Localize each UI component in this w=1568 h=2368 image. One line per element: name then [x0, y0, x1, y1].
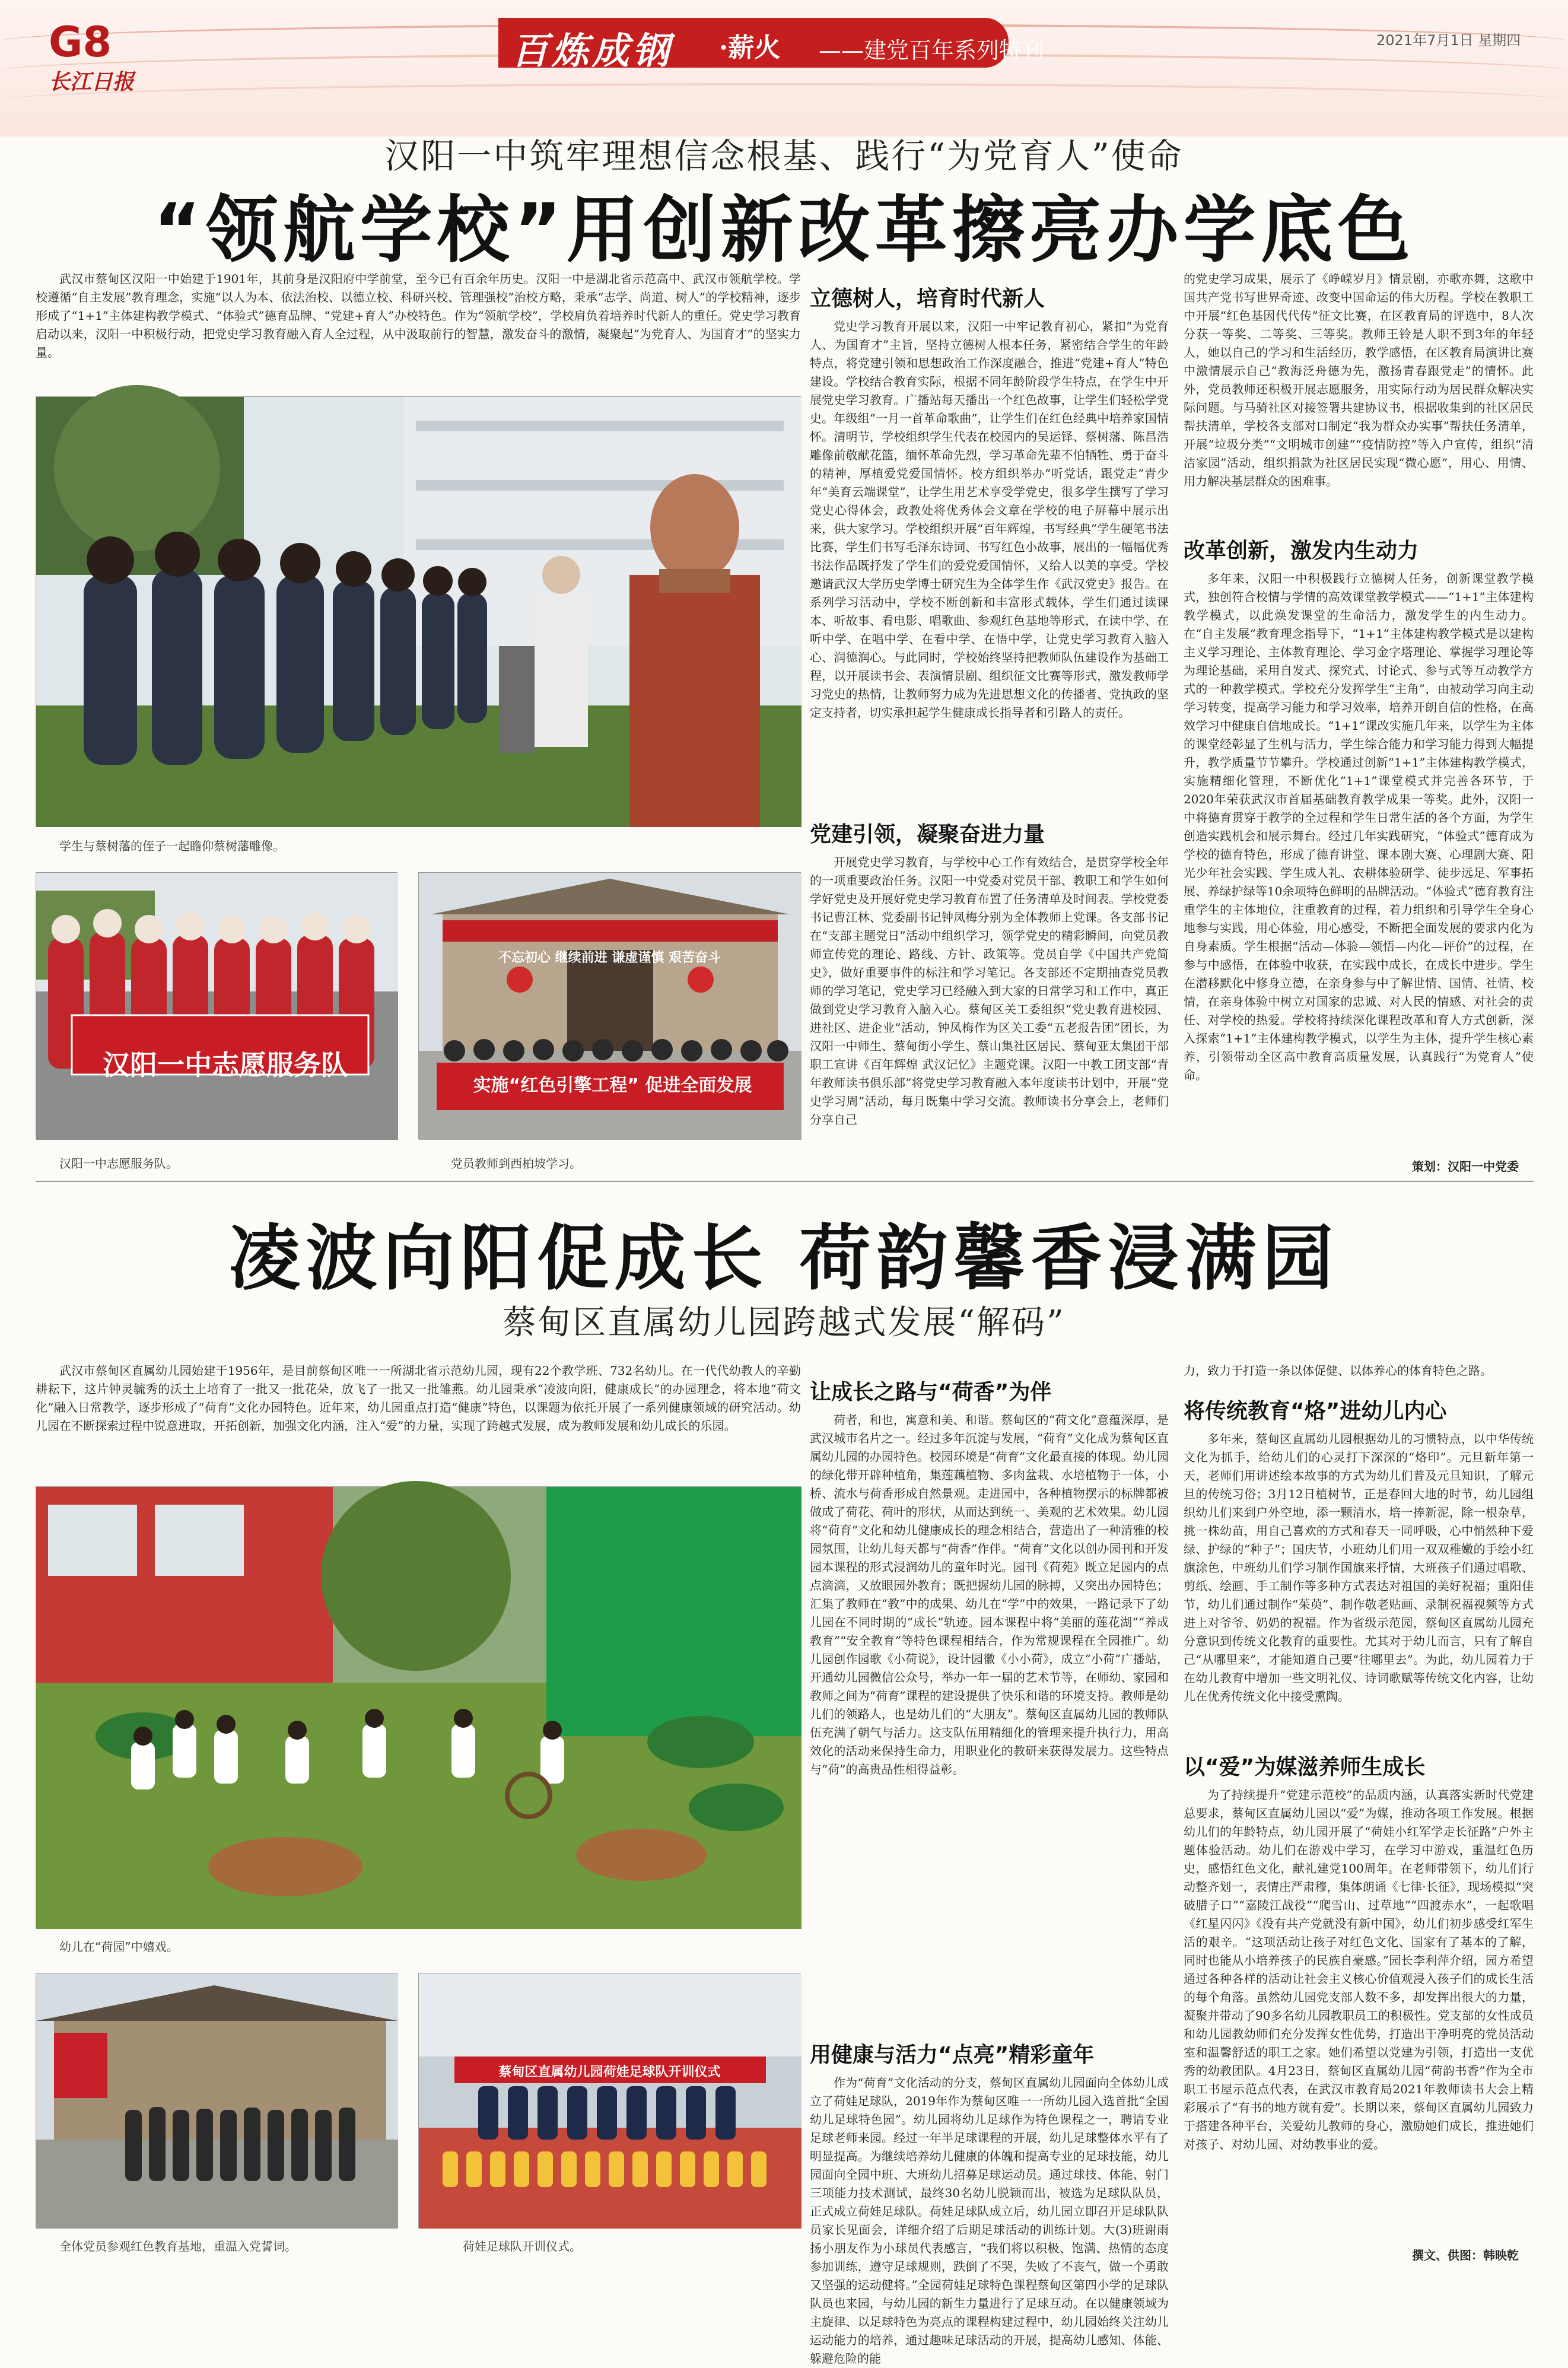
photo-caption-volunteers: 汉阳一中志愿服务队。	[59, 1156, 178, 1171]
xibaipo-banner-text: 实施“红色引擎工程” 促进全面发展	[473, 1075, 752, 1096]
article1-section2-heading: 党建引领，凝聚奋进力量	[810, 822, 1045, 847]
newspaper-logo: 长江日报	[49, 69, 135, 94]
photo-caption-xibaipo: 党员教师到西柏坡学习。	[451, 1156, 581, 1171]
photo-football-team	[418, 1973, 801, 2228]
series-title: 百炼成钢	[511, 29, 673, 72]
photo-football-team-art	[419, 1973, 802, 2229]
article1-section1-heading: 立德树人，培育时代新人	[810, 287, 1045, 311]
article2-section2-text: 作为“荷育”文化活动的分支，蔡甸区直属幼儿园面向全体幼儿成立了荷娃足球队，2019年作为蔡甸区唯一一所幼儿园入选首批“全国幼儿足球特色园”。幼儿园将幼儿足球作为特色课程之一，聘请专业足球老师来园。经过一年半足球课程的开展，幼儿足球整体水平有了明显提高。为继续培养幼儿健康的体魄和提高专业的足球技能，幼儿园面向全园中班、大班幼儿招募足球运动员。通过球技、体能、射门三项能力技术测试，最终30名幼儿脱颖而出，被选为足球队队员，正式成立荷娃足球队。荷娃足球队成立后，幼儿园立即召开足球队队员家长见面会，详细介绍了后期足球活动的训练计划。大(3)班谢雨扬小朋友作为小球员代表感言，“我们将以积极、饱满、热情的态度参加训练，遵守足球规则，跌倒了不哭，失败了不丧气，做一个勇敢又坚强的运动健将。”全园荷娃足球特色课程蔡甸区第四小学的足球队队员也来园，与幼儿园的新生力量进行了足球互动。在以健康领域为主旋律、以足球特色为亮点的课程构建过程中，幼儿园始终关注幼儿运动能力的培养，通过趣味足球活动的开展，提高幼儿感知、体能、躲避危险的能	[810, 2075, 1169, 2366]
volunteer-banner-text: 汉阳一中志愿服务队	[103, 1049, 348, 1081]
issue-date: 2021年7月1日 星期四	[1376, 32, 1521, 49]
article2-section1-heading: 让成长之路与“荷香”为伴	[810, 1380, 1052, 1404]
photo-party-members	[36, 1973, 397, 2228]
photo-volunteers-art	[36, 873, 398, 1140]
article2-section4-text: 为了持续提升“党建示范校”的品质内涵，认真落实新时代党建总要求，蔡甸区直属幼儿园以“爱”为媒，推动各项工作发展。根据幼儿们的年龄特点，幼儿园开展了“荷娃小红军学走长征路”户外主题体验活动。幼儿们在游戏中学习，在学习中游戏，重温红色历史，感悟红色文化，献礼建党100周年。在老师带领下，幼儿们行动整齐划一，表情庄严肃穆，集体朗诵《七律·长征》，现场模拟“突破腊子口”“嘉陵江战役”“爬雪山、过草地”“四渡赤水”，一起歌唱《红星闪闪》《没有共产党就没有新中国》，幼儿们初步感受红军生活的艰辛。“这项活动让孩子对红色文化、国家有了基本的了解，同时也能从小培养孩子的民族自豪感。”园长李利萍介绍，园方希望通过各种各样的活动让社会主义核心价值观浸入孩子们的成长生活的每个角落。虽然幼儿园党支部人数不多，却发挥出很大的力量，凝聚并带动了90多名幼儿园教职员工的积极性。党支部的女性成员和幼儿园教幼师们充分发挥女性优势，打造出干净明亮的党员活动室和温馨舒适的职工之家。她们希望以党建为引领，打造出一支优秀的幼教团队。4月23日，蔡甸区直属幼儿园“荷韵书香”作为全市职工书屋示范点代表，在武汉市教育局2021年教师读书大会上精彩展示了“有书的地方就有爱”。长期以来，蔡甸区直属幼儿园致力于搭建各种平台，关爱幼儿教师的身心，激励她们成长，推进她们对孩子、对幼儿园、对幼教事业的爱。	[1184, 1788, 1534, 2151]
article2-lead: 武汉市蔡甸区直属幼儿园始建于1956年，是目前蔡甸区唯一一所湖北省示范幼儿园，现有22个教学班、732名幼儿。在一代代幼教人的辛勤耕耘下，这片钟灵毓秀的沃土上培育了一批又一批花朵，放飞了一批又一批雏燕。幼儿园秉承“凌波向阳，健康成长”的办园理念，将本地“荷文化”融入日常教学，逐步形成了“荷育”文化办园特色。近年来，幼儿园重点打造“健康”特色，以课题为依托开展了一系列健康领域的研究活动。幼儿园在不断探索过程中锐意进取，开拓创新，加强文化内涵，注入“爱”的力量，实现了跨越式发展，成为教师发展和幼儿成长的乐园。	[36, 1363, 801, 1433]
photo-volunteers	[36, 872, 397, 1139]
article2-subtitle: 蔡甸区直属幼儿园跨越式发展“解码”	[502, 1304, 1066, 1342]
article2-section2-heading: 用健康与活力“点亮”精彩童年	[810, 2043, 1095, 2067]
article1-title: “领航学校”用创新改革擦亮办学底色	[153, 188, 1415, 272]
photo-lotus-garden-art	[36, 1487, 802, 1929]
article1-section3-text: 多年来，汉阳一中积极践行立德树人任务，创新课堂教学模式，独创符合校情与学情的高效课堂教学模式——“1+1”主体建构教学模式，以此焕发课堂的生命活力，激发学生的内生动力。在“自主发展”教育理念指导下，“1+1”主体建构教学模式是以建构主义学习理论、主体教育理论、学习金字塔理论、掌握学习理论等为理论基础，采用自发式、探究式、讨论式、参与式等互动教学方式的一种教学模式。学校充分发挥学生“主角”，由被动学习向主动学习转变，提高学习能力和学习效率，培养开朗自信的性格，在高效学习中健康自信地成长。“1+1”课改实施几年来，以学生为主体的课堂经彰显了生机与活力，学生综合能力和学习能力得到大幅提升，教学质量节节攀升。学校通过创新“1+1”主体建构教学模式，实施精细化管理，不断优化“1+1”课堂模式并完善各环节，于2020年荣获武汉市首届基础教育教学成果一等奖。此外，汉阳一中将德育贯穿于教学的全过程和学生日常生活的各个方面，为学生创造实践机会和展示舞台。经过几年实践研究，“体验式”德育成为学校的德育特色，形成了德育讲堂、课本剧大赛、心理剧大赛、阳光少年社会实践、学生成人礼、农耕体验研学、徒步远足、军事拓展、养绿护绿等10余项特色鲜明的品牌活动。“体验式”德育教育注重学生的主体地位，注重教育的过程，着力组织和引导学生全身心地参与实践，用心体验，用心感受，不断把全面发展的要求内化为自身素质。学生根据“活动—体验—领悟—内化—评价”的过程，在参与中感悟，在体验中收获，在实践中成长，在成长中进步。学生在潜移默化中修身立德，在亲身参与中了解世情、国情、社情、校情，在亲身体验中树立对国家的忠诚、对人民的情感、对社会的责任、对学校的热爱。学校将持续深化课程改革和育人方式创新，深入探索“1+1”主体建构教学模式，以学生为主体，提升学生核心素养，引领带动全区高中教育高质量发展，认真践行“为党育人”使命。	[1184, 571, 1534, 1082]
article2-section3-heading: 将传统教育“烙”进幼儿内心	[1184, 1399, 1447, 1423]
article2-section4-heading: 以“爱”为媒滋养师生成长	[1184, 1755, 1426, 1779]
photo-lotus-garden	[36, 1486, 801, 1928]
photo-statue-visit-art	[36, 397, 802, 827]
photo-statue-visit	[36, 396, 801, 827]
masthead-decor	[0, 83, 1568, 119]
article1-subtitle: 汉阳一中筑牢理想信念根基、践行“为党育人”使命	[384, 136, 1184, 176]
photo-party-members-art	[36, 1973, 398, 2229]
article2-section1-text: 荷者，和也，寓意和美、和谐。蔡甸区的“荷文化”意蕴深厚，是武汉城市名片之一。经过多年沉淀与发展，“荷育”文化成为蔡甸区直属幼儿园的办园特色。校园环境是“荷育”文化最直接的体现。幼儿园的绿化带开辟种植角，集莲藕植物、多肉盆栽、水培植物于一体，小桥、流水与荷香形成自然景观。走进园中，各种植物摆示的标牌都被做成了荷花、荷叶的形状，从而达到统一、美观的艺术效果。幼儿园将“荷育”文化和幼儿健康成长的理念相结合，营造出了一种清雅的校园氛围，让幼儿每天都与“荷香”作伴。“荷育”文化以创办园刊和开发园本课程的形式浸润幼儿的童年时光。园刊《荷苑》既立足园内的点点滴滴，又放眼园外教育；既把握幼儿园的脉搏，又突出办园特色；汇集了教师在“教”中的成果、幼儿在“学”中的效果，一路记录下了幼儿园在不同时期的“成长”轨迹。园本课程中将“美丽的莲花湖”“养成教育”“安全教育”等特色课程相结合，作为常规课程在全园推广。幼儿园创作园歌《小荷说》，设计园徽《小小荷》，成立“小荷”广播站，开通幼儿园微信公众号，举办一年一届的艺术节等，在师幼、家园和教师之间为“荷育”课程的建设提供了快乐和谐的环境支持。教师是幼儿们的领路人，也是幼儿们的“大朋友”。蔡甸区直属幼儿园的教师队伍充满了朝气与活力。这支队伍用精细化的管理来提升执行力，用高效化的活动来保持生命力，用职业化的教研来获得发展力。这些特点与“荷”的高贵品性相得益彰。	[810, 1413, 1169, 1776]
photo-caption-party-members: 全体党员参观红色教育基地，重温入党誓词。	[59, 2239, 297, 2253]
page-number: G8	[49, 18, 112, 66]
article2-section3-text: 多年来，蔡甸区直属幼儿园根据幼儿的习惯特点，以中华传统文化为抓手，给幼儿们的心灵打下深深的“烙印”。元旦新年第一天，老师们用讲述绘本故事的方式为幼儿们普及元旦知识，了解元旦的传统习俗；3月12日植树节，正是春回大地的时节，幼儿园组织幼儿们来到户外空地，添一颗清水，培一捧新泥，除一根杂草，挑一株幼苗，用自己喜欢的方式和春天一同呼吸，心中悄然种下爱绿、护绿的“种子”；国庆节，小班幼儿们用一双双稚嫩的手绘小红旗涂色，中班幼儿们学习制作国旗来抒情，大班孩子们通过唱歌、剪纸、绘画、手工制作等多种方式表达对祖国的美好祝福；重阳佳节，幼儿们通过制作“茱萸”、制作敬老贴画、录制祝福视频等方式进上对爷爷、奶奶的祝福。作为省级示范园，蔡甸区直属幼儿园充分意识到传统文化教育的重要性。尤其对于幼儿而言，只有了解自己“从哪里来”，才能知道自己要“往哪里去”。为此，幼儿园着力于在幼儿教育中增加一些文明礼仪、诗词歌赋等传统文化内容，让幼儿在优秀传统文化中接受熏陶。	[1184, 1432, 1534, 1703]
photo-caption-statue: 学生与蔡树藩的侄子一起瞻仰蔡树藩雕像。	[59, 839, 285, 853]
section-divider	[36, 1181, 1534, 1182]
series-tagline: ——建党百年系列特刊	[819, 37, 1045, 63]
article1-credit: 策划：汉阳一中党委	[1412, 1159, 1519, 1174]
article1-section3-heading: 改革创新，激发内生动力	[1184, 539, 1419, 563]
article2-title: 凌波向阳促成长 荷韵馨香浸满园	[228, 1218, 1340, 1300]
series-subtitle: ·薪火	[719, 33, 781, 63]
article2-credit: 撰文、供图：韩映乾	[1412, 2248, 1519, 2262]
football-banner-text: 蔡甸区直属幼儿园荷娃足球队开训仪式	[498, 2065, 721, 2080]
xibaipo-sign-text: 不忘初心 继续前进 谦虚谨慎 艰苦奋斗	[498, 951, 721, 965]
article1-lead: 武汉市蔡甸区汉阳一中始建于1901年，其前身是汉阳府中学前堂，至今已有百余年历史。汉阳一中是湖北省示范高中、武汉市领航学校。学校遵循“自主发展”教育理念，实施“以人为本、依法治校、以德立校、科研兴校、管理强校”治校方略，秉承“志学、尚道、树人”的学校精神，逐步形成了“1+1”主体建构教学模式、“体验式”德育品牌、“党建+育人”办校特色。作为“领航学校”，学校肩负着培养时代新人的重任。党史学习教育启动以来，汉阳一中积极行动，把党史学习教育融入育人全过程，从中汲取前行的智慧，激发奋斗的激情，凝聚起“为党育人、为国育才”的坚实力量。	[36, 272, 801, 360]
article1-section1-text: 党史学习教育开展以来，汉阳一中牢记教育初心，紧扣“为党育人、为国育才”主旨，坚持立德树人根本任务，紧密结合学生的年龄特点，将党建引领和思想政治工作深度融合，推进“党建+育人”特色建设。学校结合教育实际，根据不同年龄阶段学生特点，在学生中开展党史学习教育。广播站每天播出一个红色故事，让学生们轻松学党史。年级组“一月一首革命歌曲”，让学生们在红色经典中培养家国情怀。清明节，学校组织学生代表在校园内的吴运铎、蔡树藩、陈昌浩雕像前敬献花篮，缅怀革命先烈，学习革命先辈不怕牺牲、勇于奋斗的精神，厚植爱党爱国情怀。校方组织举办“听党话，跟党走”青少年“美育云端课堂”，让学生用艺术享受学党史，很多学生撰写了学习党史心得体会，政教处将优秀体会文章在学校的电子屏幕中展示出来，供大家学习。学校组织开展“百年辉煌，书写经典”学生硬笔书法比赛，学生们书写毛泽东诗词、书写红色小故事，展出的一幅幅优秀书法作品既抒发了学生们的爱党爱国情怀，又给人以美的享受。学校邀请武汉大学历史学博士研究生为全体学生作《武汉党史》报告。在系列学习活动中，学校不断创新和丰富形式载体，学生们通过读课本、听故事、看电影、唱歌曲、参观红色基地等形式，在读中学、在听中学、在唱中学、在看中学、在悟中学，让党史学习教育入脑入心、润德润心。与此同时，学校始终坚持把教师队伍建设作为基础工程，以开展读书会、表演情景剧、组织征文比赛等形式，激发教师学习党史的热情，让教师努力成为先进思想文化的传播者、党执政的坚定支持者，切实承担起学生健康成长指导者和引路人的责任。	[810, 319, 1169, 720]
article1-section2-continued: 的党史学习成果，展示了《峥嵘岁月》情景剧，亦歌亦舞，这歌中国共产党书写世界奇迹、改变中国命运的伟大历程。学校在教职工中开展“红色基因代代传”征文比赛，在区教育局的评选中，8人次分获一等奖、二等奖、三等奖。教师王铃是人职不到3年的年轻人，她以自己的学习和生活经历，教学感悟，在区教育局演讲比赛中激情展示自己“教海泛舟德为先，激扬青春跟党走”的情怀。此外，党员教师还积极开展志愿服务，用实际行动为居民群众解决实际问题。与马骑社区对接签署共建协议书，根据收集到的社区居民帮扶清单，学校各支部对口制定“我为群众办实事”帮扶任务清单，开展“垃圾分类”“文明城市创建”“疫情防控”等入户宣传，组织“清洁家园”活动，组织捐款为社区居民实现“微心愿”，用心、用情、用力解决基层群众的困难事。	[1184, 272, 1534, 488]
photo-caption-lotus-garden: 幼儿在“荷园”中嬉戏。	[59, 1940, 179, 1954]
photo-caption-football: 荷娃足球队开训仪式。	[463, 2239, 581, 2253]
article2-section2-continued: 力，致力于打造一条以体促健、以体养心的体育特色之路。	[1184, 1363, 1492, 1378]
article1-section2-text: 开展党史学习教育，与学校中心工作有效结合，是贯穿学校全年的一项重要政治任务。汉阳一中党委对党员干部、教职工和学生如何学好党史及开展好党史学习教育布置了任务清单及时间表。学校党委书记曹江林、党委副书记钟凤梅分别为全体教师上党课。各支部书记在“支部主题党日”活动中组织学习，领学党史的精彩瞬间，向党员教师宣传党的理论、路线、方针、政策等。党员自学《中国共产党简史》，做好重要事件的标注和学习笔记。各支部还不定期抽查党员教师的学习笔记，党史学习已经融入到大家的日常学习和工作中，真正做到党史学习教育入脑入心。蔡甸区关工委组织“党史教育进校园、进社区、进企业”活动，钟凤梅作为区关工委“五老报告团”团长，为汉阳一中师生、蔡甸街小学生、蔡山集社区居民、蔡甸亚太集团干部职工宣讲《百年辉煌 武汉记忆》主题党课。汉阳一中教工团支部“青年教师读书俱乐部”将党史学习教育融入本年度读书计划中，开展“党史学习周”活动，每月既集中学习交流。教师读书分享会上，老师们分享自己	[810, 855, 1169, 1127]
